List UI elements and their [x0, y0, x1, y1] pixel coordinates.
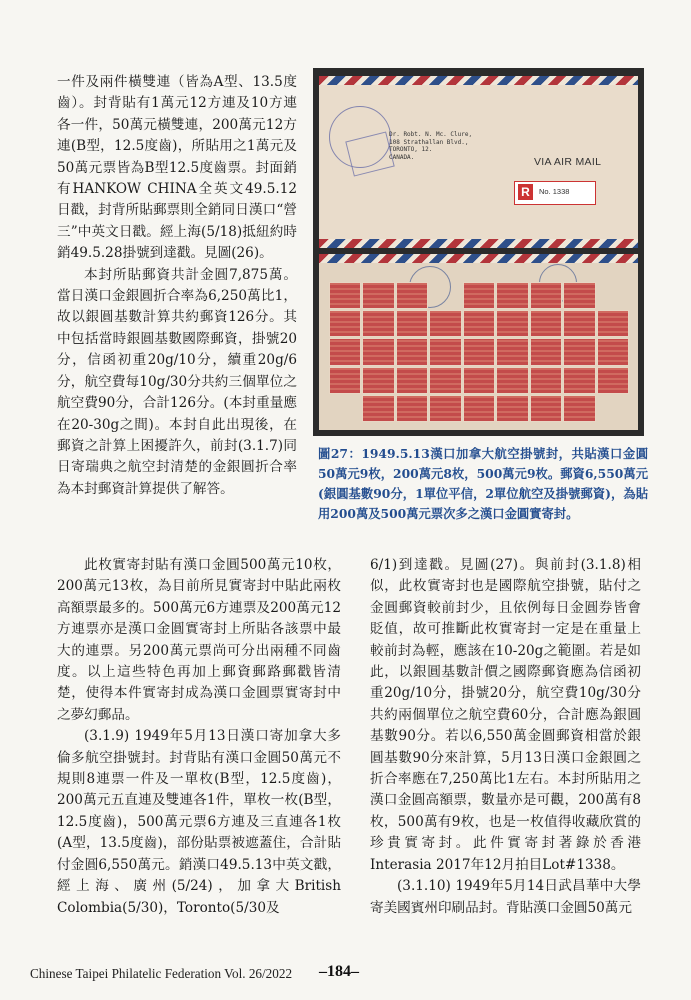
stamp	[429, 310, 461, 337]
stamp	[530, 367, 562, 394]
address-block: Dr. Robt. N. Mc. Clure, 108 Strathallan Blvd., TORONTO, 12. CANADA.	[389, 131, 473, 161]
stamp	[429, 338, 461, 365]
stamp	[597, 367, 629, 394]
stamp	[530, 282, 562, 309]
stamp	[396, 395, 428, 422]
stamp	[563, 338, 595, 365]
registration-number: No. 1338	[539, 187, 570, 196]
stamp	[362, 310, 394, 337]
stamp	[463, 310, 495, 337]
stamp	[563, 367, 595, 394]
stamp	[597, 310, 629, 337]
paragraph: (3.1.10) 1949年5月14日武昌華中大學寄美國賓州印刷品封。背貼漢口金圓50萬元	[370, 878, 641, 916]
stamp	[530, 338, 562, 365]
envelope-back	[319, 254, 638, 430]
stamp	[463, 395, 495, 422]
stamp	[496, 395, 528, 422]
registration-label	[514, 181, 596, 205]
stamp	[496, 282, 528, 309]
figure-27-photo	[313, 68, 644, 436]
stamp-gap	[597, 282, 629, 309]
paragraph: 此枚實寄封貼有漢口金圓500萬元10枚，200萬元13枚，為目前所見實寄封中貼此兩枚高額票最多的。500萬元6方連票及200萬元12方連票亦是漢口金圓實寄封上所貼各該票中最大的連票。另200萬元票尚可分出兩種不同齒度。以上這些特色再加上郵資郵路郵戳皆清楚，使得本件實寄封成為漢口金圓票實寄封中之夢幻郵品。	[57, 557, 341, 723]
envelope-front	[319, 76, 638, 248]
stamp	[496, 310, 528, 337]
registration-letter: R	[518, 184, 533, 200]
stamp	[396, 367, 428, 394]
stamp	[530, 395, 562, 422]
stamp	[396, 310, 428, 337]
paragraph: (3.1.9) 1949年5月13日漢口寄加拿大多倫多航空掛號封。封背貼有漢口金圓50萬元不規則8連票一件及一單枚(B型，12.5度齒)，200萬元五直連及雙連各1件，單枚一枚(B型，12.5度齒)，500萬元票6方連及三直連各1枚(A型，13.5度齒)，部份貼票被遮蓋住，合計貼付金圓6,550萬元。銷漢口49.5.13中英文戳，經上海、廣州(5/24)，加拿大British Colombia(5/30)，Toronto(5/30及	[57, 728, 341, 916]
stamp	[329, 338, 361, 365]
stamp-gap	[597, 395, 629, 422]
paragraph: 一件及兩件橫雙連（皆為A型、13.5度齒）。封背貼有1萬元12方連及10方連各一件，50萬元橫雙連，200萬元12方連(B型，12.5度齒)，所貼用之1萬元及50萬元票皆為B型12.5度齒票。封面銷有HANKOW CHINA全英文49.5.12日戳，封背所貼郵票則全銷同日漢口“營三”中英文日戳。經上海(5/18)抵紐約時銷49.5.28掛號到達戳。見圖(26)。	[57, 74, 297, 262]
left-column-top	[57, 72, 297, 500]
paragraph: 本封所貼郵資共計金圓7,875萬。當日漢口金銀圓折合率為6,250萬比1，故以銀圓基數計算共約郵資126分。其中包括當時銀圓基數國際郵資，掛號20分，信函初重20g/10分，續重20g/6分，航空費每10g/30分共約三個單位之航空費90分，合計126分。(本封重量應在20-30g之間)。本封自此出現後，在郵資之計算上困擾許久，前封(3.1.7)同日寄瑞典之航空封清楚的金銀圓折合率為本封郵資計算提供了解答。	[57, 266, 297, 497]
journal-footer: Chinese Taipei Philatelic Federation Vol. 26/2022	[30, 966, 293, 981]
stamp	[463, 367, 495, 394]
stamp	[563, 282, 595, 309]
via-air-mail-label: VIA AIR MAIL	[534, 156, 602, 168]
stamp	[597, 338, 629, 365]
stamp	[496, 367, 528, 394]
stamp-block	[329, 282, 629, 422]
paragraph: 6/1)到達戳。見圖(27)。與前封(3.1.8)相似，此枚實寄封也是國際航空掛號，貼付之金圓郵資較前封少，且依例每日金圓券皆會貶值，故可推斷此枚實寄封一定是在重量上較前封為輕，應該在10-20g之範圍。若是如此，以銀圓基數計價之國際郵資應為信函初重20g/10分，掛號20分，航空費10g/30分共約兩個單位之航空費60分，合計應為銀圓基數90分。若以6,550萬金圓郵資相當於銀圓基數90分來計算，5月13日漢口金銀圓之折合率應在7,250萬比1左右。本封所貼用之漢口金圓高額票，數量亦是可觀，200萬有8枚，500萬有9枚，也是一枚值得收藏欣賞的珍貴實寄封。此件實寄封著錄於香港Interasia 2017年12月拍目Lot#1338。	[370, 557, 641, 873]
stamp	[496, 338, 528, 365]
stamp-gap	[429, 282, 461, 309]
stamp	[429, 367, 461, 394]
stamp	[329, 367, 361, 394]
stamp	[463, 338, 495, 365]
airmail-border-bottom	[319, 239, 638, 248]
stamp	[362, 282, 394, 309]
stamp-gap	[329, 395, 361, 422]
stamp	[396, 338, 428, 365]
stamp	[563, 310, 595, 337]
left-column-bottom	[57, 555, 341, 919]
stamp	[329, 310, 361, 337]
stamp	[563, 395, 595, 422]
stamp	[329, 282, 361, 309]
stamp	[463, 282, 495, 309]
stamp	[362, 367, 394, 394]
stamp	[362, 338, 394, 365]
stamp	[396, 282, 428, 309]
stamp	[429, 395, 461, 422]
airmail-border-top	[319, 254, 638, 263]
page-number: –184–	[319, 963, 359, 980]
stamp	[530, 310, 562, 337]
figure-caption: 圖27：1949.5.13漢口加拿大航空掛號封，共貼漢口金圓50萬元9枚，200萬元8枚，500萬元9枚。郵資6,550萬元(銀圓基數90分，1單位平信，2單位航空及掛號郵資)，為貼用200萬及500萬元票次多之漢口金圓實寄封。	[318, 446, 648, 521]
airmail-border-top	[319, 76, 638, 85]
stamp	[362, 395, 394, 422]
right-column-bottom	[370, 555, 641, 919]
